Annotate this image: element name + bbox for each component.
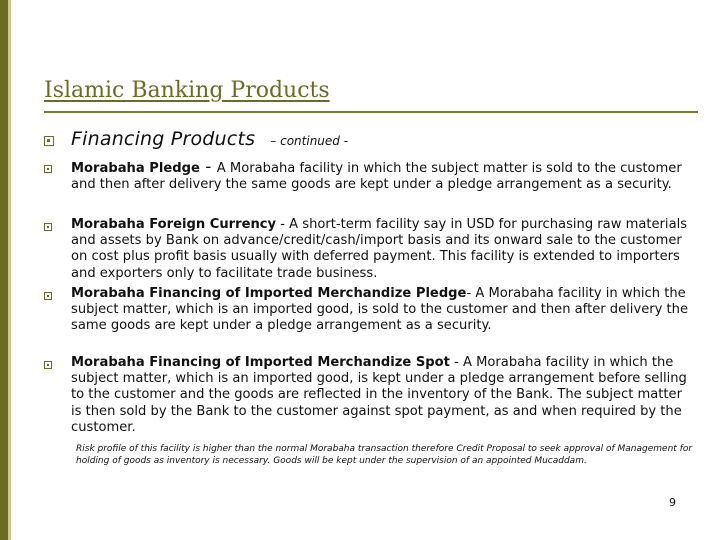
page-number: 9 (669, 496, 676, 509)
title-divider (44, 111, 698, 113)
item-imported-merchandize-pledge (71, 286, 691, 335)
left-accent-bar (0, 0, 8, 540)
item-text: A Morabaha facility in which the subject matter is sold to the customer and then after delivery the same goods are kept under a pledge arrangement as a security. (71, 161, 682, 193)
item-text: A Morabaha facility in which the subject matter, which is an imported good, is kept under a pledge arrangement before selling to the customer and the goods are reflected in the inventory of the Bank. The subject matter is then sold by the Bank to the customer against spot payment, as and when required by the customer. (71, 355, 687, 435)
bullet-icon (44, 223, 52, 231)
slide-title: Islamic Banking Products (44, 78, 330, 103)
item-morabaha-foreign-currency (71, 217, 691, 282)
item-imported-merchandize-spot (71, 355, 691, 436)
item-separator: - (199, 157, 217, 177)
item-separator: - (466, 286, 476, 301)
bullet-icon (44, 136, 54, 146)
item-term: Morabaha Foreign Currency (71, 217, 277, 232)
item-term: Morabaha Financing of Imported Merchandize Spot (71, 355, 450, 370)
continued-label: – continued - (270, 134, 349, 148)
item-term: Morabaha Pledge (71, 161, 200, 176)
item-text: A short-term facility say in USD for purchasing raw materials and assets by Bank on advance/credit/cash/import basis and its onward sale to the customer on cost plus profit basis usually with deferred payment. This facility is extended to importers and exporters only to facilitate trade business. (71, 217, 688, 281)
heading-text: Financing Products (71, 128, 256, 150)
item-separator: - (449, 355, 463, 370)
risk-note: Risk profile of this facility is higher than the normal Morabaha transaction therefore Credit Proposal to seek approval of Management for holding of goods as inventory is necessary. Goods will be kept under the supervision of an appointed Mucaddam. (76, 444, 693, 466)
bullet-icon (44, 165, 52, 173)
item-term: Morabaha Financing of Imported Merchandize Pledge (71, 286, 467, 301)
section-heading (71, 128, 348, 150)
item-separator: - (276, 217, 290, 232)
item-text: A Morabaha facility in which the subject matter, which is an imported good, is sold to the customer and then after delivery the same goods are kept under a pledge arrangement as a security. (71, 286, 689, 334)
bullet-icon (44, 361, 52, 369)
bullet-icon (44, 292, 52, 300)
left-accent-stripe (8, 0, 11, 540)
item-morabaha-pledge (71, 159, 691, 193)
